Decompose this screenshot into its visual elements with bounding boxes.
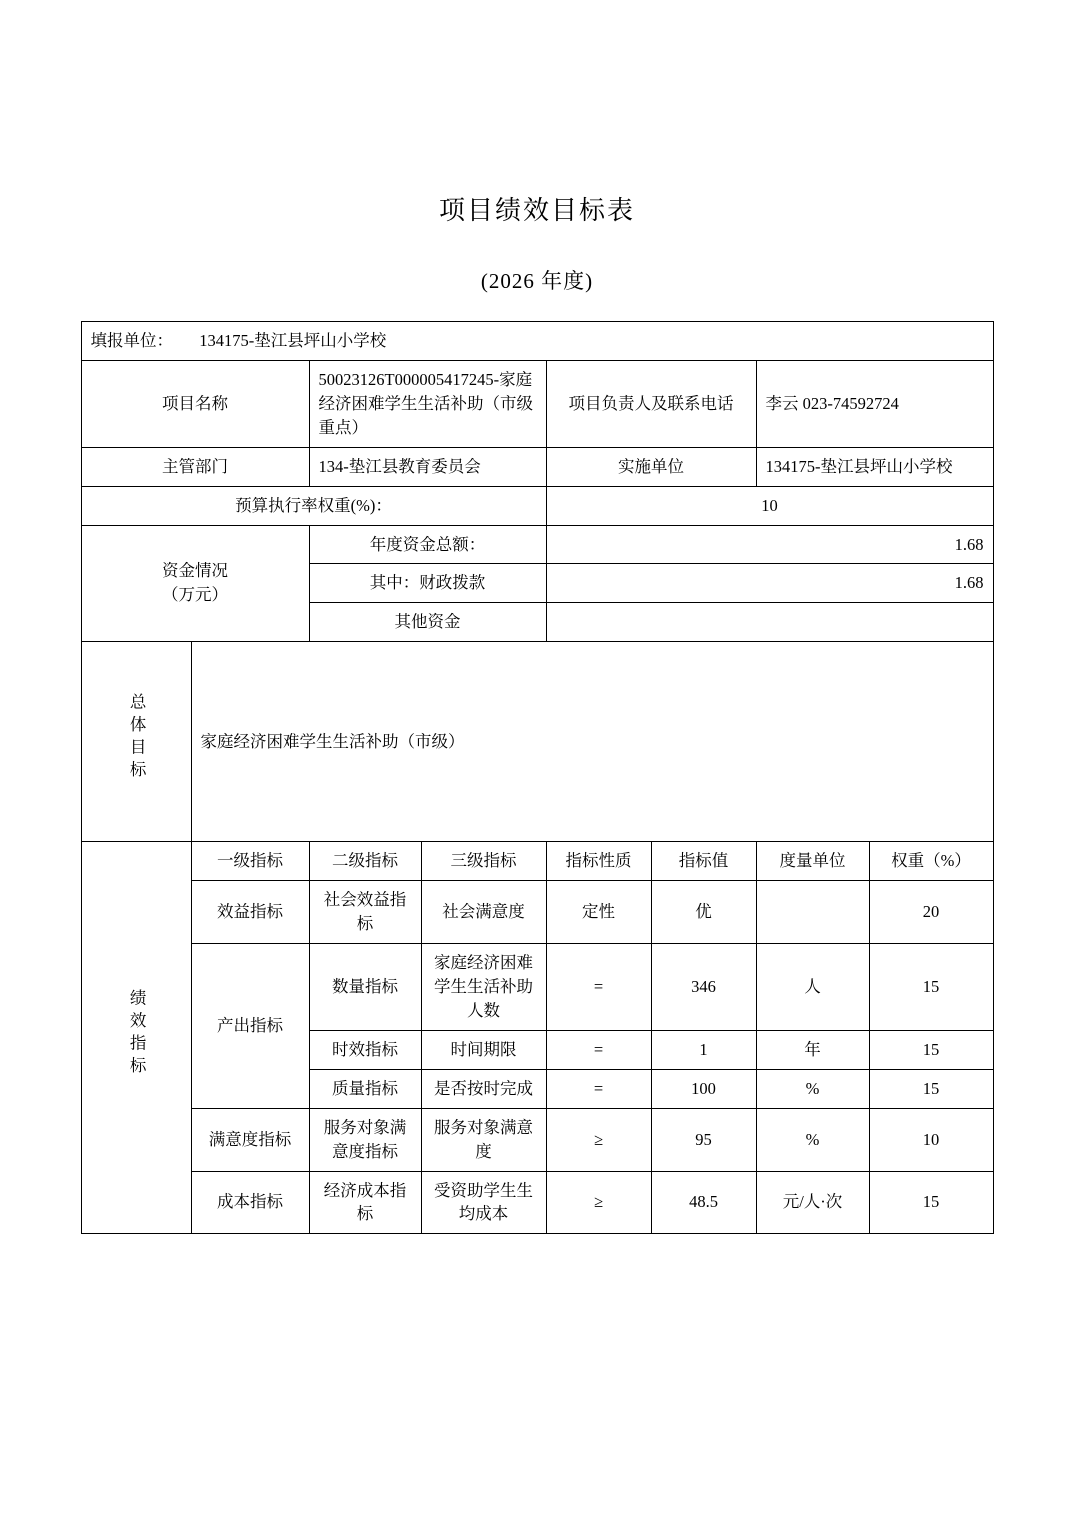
cell-level3: 是否按时完成 bbox=[421, 1069, 546, 1108]
cell-nature: = bbox=[546, 1030, 651, 1069]
cell-value: 100 bbox=[651, 1069, 756, 1108]
page-title: 项目绩效目标表 bbox=[438, 196, 635, 225]
column-header-weight: 权重（%） bbox=[869, 842, 993, 881]
performance-label bbox=[81, 842, 191, 1234]
cell-weight: 15 bbox=[869, 944, 993, 1031]
column-header-level2: 二级指标 bbox=[309, 842, 421, 881]
reporting-unit-row bbox=[81, 322, 993, 361]
project-manager-label: 项目负责人及联系电话 bbox=[546, 360, 756, 447]
column-header-nature: 指标性质 bbox=[546, 842, 651, 881]
funds-row-total bbox=[81, 525, 993, 564]
department-label: 主管部门 bbox=[81, 447, 309, 486]
funds-label-line2: （万元） bbox=[162, 585, 228, 605]
table-row bbox=[81, 1171, 993, 1234]
funds-label-line1: 资金情况 bbox=[162, 561, 228, 581]
cell-nature: ≥ bbox=[546, 1108, 651, 1171]
project-name-value: 50023126T000005417245-家庭经济困难学生生活补助（市级重点） bbox=[309, 360, 546, 447]
overall-goal-label bbox=[81, 642, 191, 842]
cell-level1: 产出指标 bbox=[191, 944, 309, 1109]
funds-total-value: 1.68 bbox=[546, 525, 993, 564]
cell-value: 48.5 bbox=[651, 1171, 756, 1234]
cell-weight: 20 bbox=[869, 881, 993, 944]
overall-goal-value: 家庭经济困难学生生活补助（市级） bbox=[191, 642, 993, 842]
reporting-unit-label: 填报单位： bbox=[90, 331, 173, 350]
cell-level3: 受资助学生生均成本 bbox=[421, 1171, 546, 1234]
performance-header-row bbox=[81, 842, 993, 881]
table-row bbox=[81, 1108, 993, 1171]
cell-unit: 人 bbox=[756, 944, 869, 1031]
cell-weight: 15 bbox=[869, 1069, 993, 1108]
page-subtitle: (2026 年度) bbox=[480, 269, 594, 293]
column-header-unit: 度量单位 bbox=[756, 842, 869, 881]
cell-level3: 社会满意度 bbox=[421, 881, 546, 944]
reporting-unit-value: 134175-垫江县坪山小学校 bbox=[199, 331, 387, 350]
cell-value: 95 bbox=[651, 1108, 756, 1171]
cell-nature: ≥ bbox=[546, 1171, 651, 1234]
cell-nature: = bbox=[546, 944, 651, 1031]
cell-level2: 经济成本指标 bbox=[309, 1171, 421, 1234]
cell-weight: 15 bbox=[869, 1171, 993, 1234]
performance-goal-table bbox=[81, 321, 994, 1234]
budget-rate-row bbox=[81, 486, 993, 525]
cell-level2: 时效指标 bbox=[309, 1030, 421, 1069]
cell-level3: 服务对象满意度 bbox=[421, 1108, 546, 1171]
cell-level2: 质量指标 bbox=[309, 1069, 421, 1108]
cell-weight: 10 bbox=[869, 1108, 993, 1171]
column-header-level1: 一级指标 bbox=[191, 842, 309, 881]
project-manager-value: 李云 023-74592724 bbox=[756, 360, 993, 447]
reporting-unit-cell bbox=[81, 322, 993, 361]
cell-unit bbox=[756, 881, 869, 944]
cell-weight: 15 bbox=[869, 1030, 993, 1069]
funds-other-value bbox=[546, 603, 993, 642]
funds-fiscal-value: 1.68 bbox=[546, 564, 993, 603]
cell-level2: 社会效益指标 bbox=[309, 881, 421, 944]
budget-rate-value: 10 bbox=[546, 486, 993, 525]
performance-label-text: 绩效指标 bbox=[127, 989, 147, 1080]
table-row bbox=[81, 944, 993, 1031]
cell-value: 346 bbox=[651, 944, 756, 1031]
cell-level1: 效益指标 bbox=[191, 881, 309, 944]
overall-goal-label-text: 总体目标 bbox=[127, 693, 147, 784]
funds-label bbox=[81, 525, 309, 642]
cell-level1: 满意度指标 bbox=[191, 1108, 309, 1171]
department-value: 134-垫江县教育委员会 bbox=[309, 447, 546, 486]
budget-rate-label: 预算执行率权重(%)： bbox=[81, 486, 546, 525]
cell-nature: = bbox=[546, 1069, 651, 1108]
implement-unit-label: 实施单位 bbox=[546, 447, 756, 486]
cell-level2: 服务对象满意度指标 bbox=[309, 1108, 421, 1171]
cell-value: 优 bbox=[651, 881, 756, 944]
cell-unit: 元/人·次 bbox=[756, 1171, 869, 1234]
cell-level1: 成本指标 bbox=[191, 1171, 309, 1234]
funds-other-label: 其他资金 bbox=[309, 603, 546, 642]
cell-value: 1 bbox=[651, 1030, 756, 1069]
cell-level2: 数量指标 bbox=[309, 944, 421, 1031]
department-row bbox=[81, 447, 993, 486]
overall-goal-row bbox=[81, 642, 993, 842]
cell-unit: 年 bbox=[756, 1030, 869, 1069]
column-header-level3: 三级指标 bbox=[421, 842, 546, 881]
implement-unit-value: 134175-垫江县坪山小学校 bbox=[756, 447, 993, 486]
cell-level3: 家庭经济困难学生生活补助人数 bbox=[421, 944, 546, 1031]
cell-level3: 时间期限 bbox=[421, 1030, 546, 1069]
cell-unit: % bbox=[756, 1069, 869, 1108]
funds-fiscal-label: 其中：财政拨款 bbox=[309, 564, 546, 603]
column-header-value: 指标值 bbox=[651, 842, 756, 881]
project-name-row bbox=[81, 360, 993, 447]
cell-unit: % bbox=[756, 1108, 869, 1171]
funds-total-label: 年度资金总额： bbox=[309, 525, 546, 564]
cell-nature: 定性 bbox=[546, 881, 651, 944]
project-name-label: 项目名称 bbox=[81, 360, 309, 447]
table-row bbox=[81, 881, 993, 944]
